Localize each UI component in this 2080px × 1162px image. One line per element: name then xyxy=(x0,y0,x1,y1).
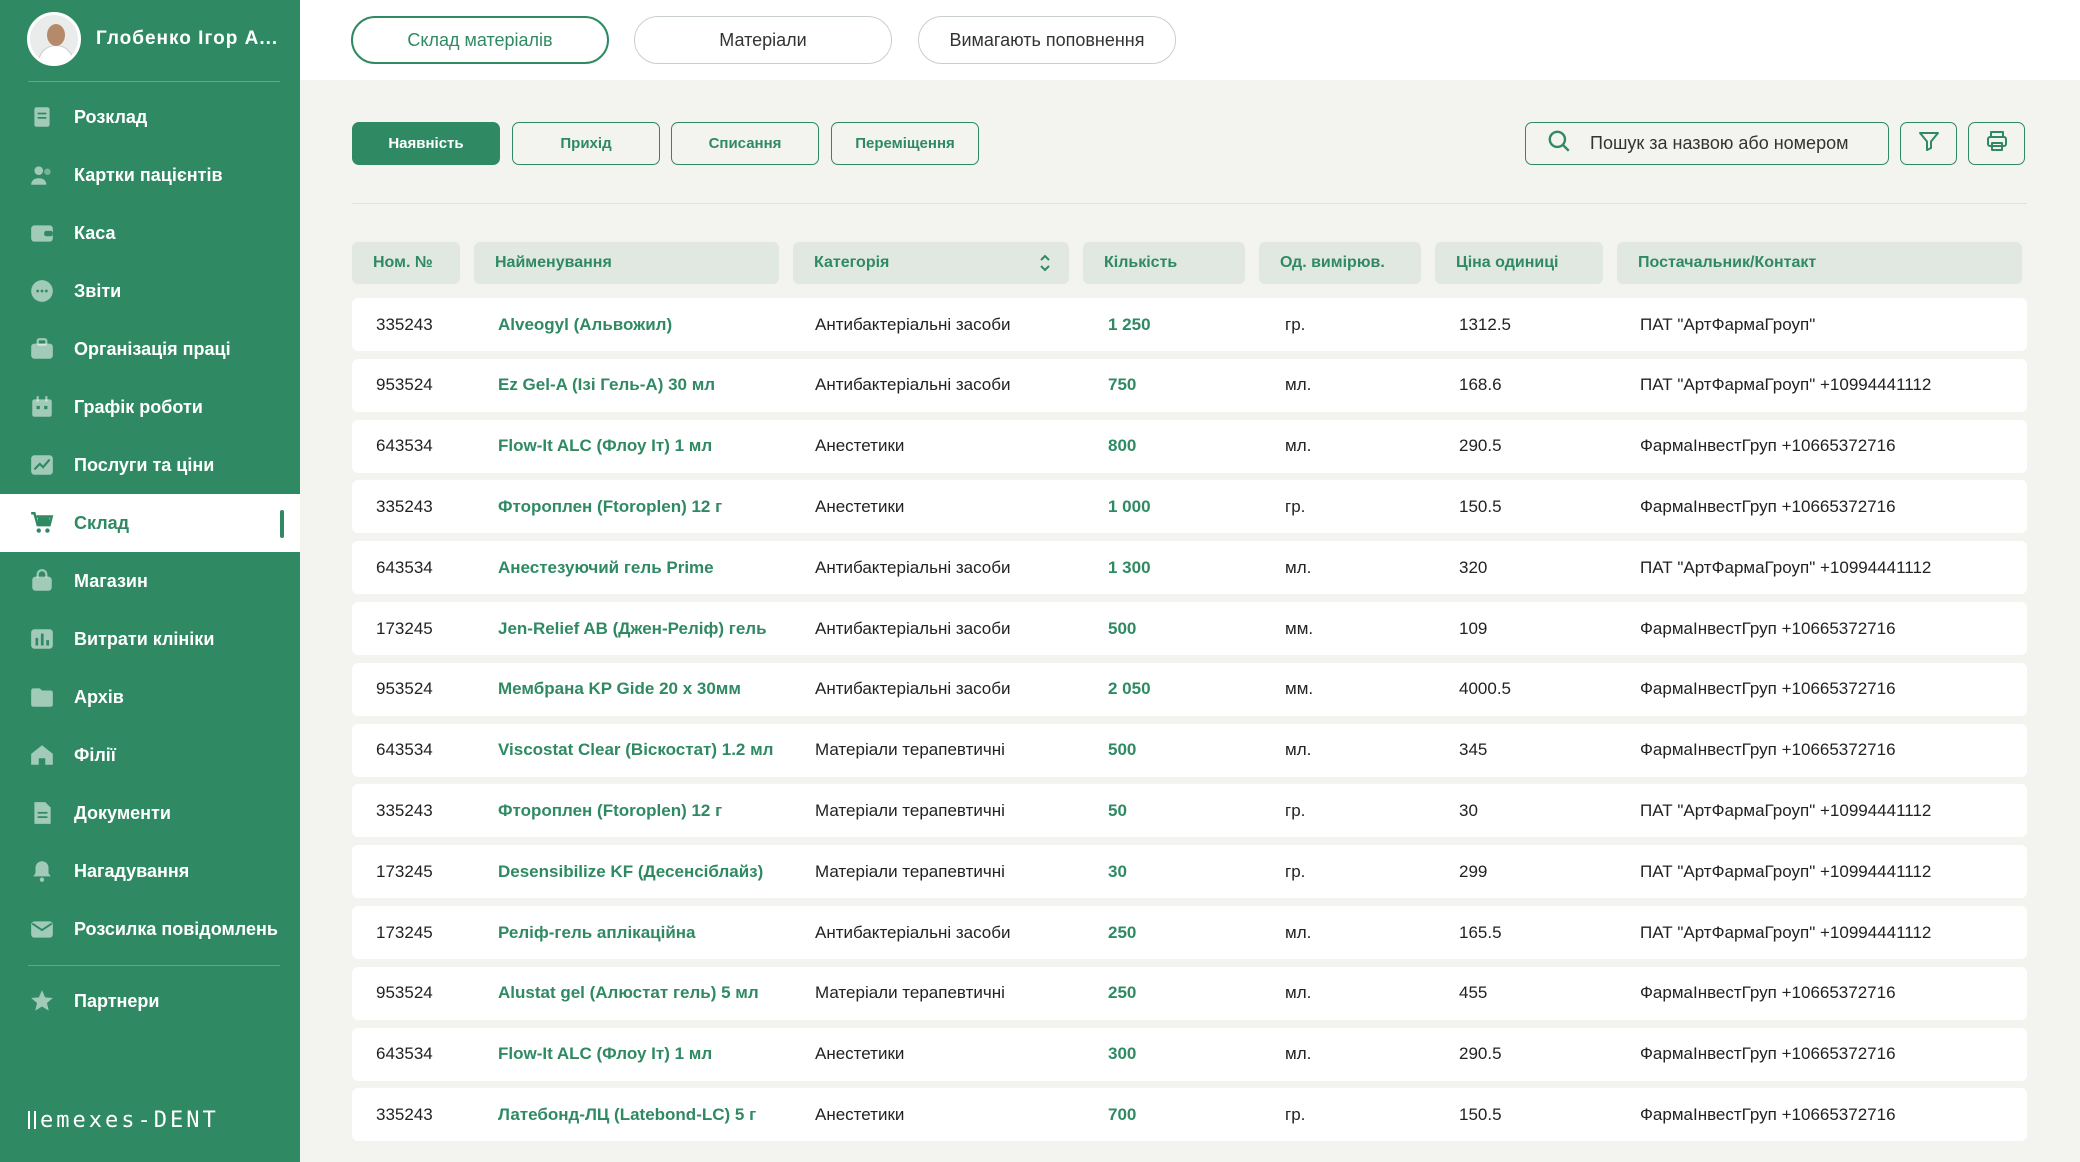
cell-quantity: 800 xyxy=(1108,436,1137,456)
filter-icon xyxy=(1917,129,1941,158)
cell-supplier: ФармаІнвестГруп +10665372716 xyxy=(1640,1104,1896,1124)
column-header-unit[interactable]: Од. вимірюв. xyxy=(1259,242,1421,284)
sidebar-item-folder[interactable] xyxy=(0,668,300,726)
cell-price: 150.5 xyxy=(1459,496,1502,516)
sidebar-item-label: Звіти xyxy=(74,280,122,301)
sidebar-item-label: Каса xyxy=(74,222,116,243)
sidebar-item-label: Склад xyxy=(74,512,130,533)
subtab-incoming[interactable]: Прихід xyxy=(512,122,660,165)
sidebar xyxy=(0,0,300,1162)
table-row[interactable] xyxy=(352,420,2027,473)
star-icon xyxy=(28,987,56,1015)
cell-supplier: ФармаІнвестГруп +10665372716 xyxy=(1640,1044,1896,1064)
sidebar-item-clipboard[interactable] xyxy=(0,88,300,146)
sidebar-item-chart-line[interactable] xyxy=(0,436,300,494)
cell-name[interactable]: Viscostat Clear (Віскостат) 1.2 мл xyxy=(498,740,774,760)
cell-unit: мл. xyxy=(1285,436,1312,456)
cell-number: 335243 xyxy=(376,314,433,334)
briefcase-icon xyxy=(28,335,56,363)
table-row[interactable] xyxy=(352,967,2027,1020)
cell-price: 299 xyxy=(1459,861,1488,881)
cell-number: 643534 xyxy=(376,436,433,456)
cell-unit: мл. xyxy=(1285,922,1312,942)
cell-price: 290.5 xyxy=(1459,436,1502,456)
cell-price: 165.5 xyxy=(1459,922,1502,942)
sort-icon[interactable] xyxy=(1039,251,1051,275)
cell-unit: мл. xyxy=(1285,740,1312,760)
cell-quantity: 30 xyxy=(1108,861,1127,881)
cell-category: Анестетики xyxy=(815,496,905,516)
sidebar-divider xyxy=(28,965,280,966)
folder-icon xyxy=(28,683,56,711)
bell-icon xyxy=(28,857,56,885)
column-header-quantity[interactable]: Кількість xyxy=(1083,242,1245,284)
sidebar-item-wallet[interactable] xyxy=(0,204,300,262)
cell-supplier: ФармаІнвестГруп +10665372716 xyxy=(1640,740,1896,760)
cell-category: Антибактеріальні засоби xyxy=(815,557,1011,577)
cell-quantity: 750 xyxy=(1108,375,1137,395)
sidebar-item-label: Картки пацієнтів xyxy=(74,164,223,185)
cell-price: 30 xyxy=(1459,800,1478,820)
cell-category: Антибактеріальні засоби xyxy=(815,922,1011,942)
sidebar-item-partners[interactable] xyxy=(0,972,300,1030)
column-header-name[interactable]: Найменування xyxy=(474,242,779,284)
sidebar-item-label: Розклад xyxy=(74,106,148,127)
sidebar-item-label: Розсилка повідомлень xyxy=(74,918,278,939)
app-logo xyxy=(28,1108,219,1133)
cell-unit: гр. xyxy=(1285,1104,1306,1124)
cell-supplier: ФармаІнвестГруп +10665372716 xyxy=(1640,983,1896,1003)
sidebar-item-label: Графік роботи xyxy=(74,396,203,417)
table-row[interactable] xyxy=(352,784,2027,837)
sidebar-item-label: Філії xyxy=(74,744,116,765)
column-header-label: Категорія xyxy=(814,254,890,271)
table-row[interactable] xyxy=(352,845,2027,898)
cell-unit: гр. xyxy=(1285,314,1306,334)
sidebar-item-bar-chart[interactable] xyxy=(0,610,300,668)
cell-quantity: 1 000 xyxy=(1108,496,1151,516)
cell-supplier: ПАТ "АртФармаГроуп" +10994441112 xyxy=(1640,557,1932,577)
cell-number: 643534 xyxy=(376,1044,433,1064)
cell-price: 345 xyxy=(1459,740,1488,760)
chat-icon xyxy=(28,277,56,305)
profile-name: Глобенко Ігор А... xyxy=(96,28,279,49)
table-row[interactable] xyxy=(352,359,2027,412)
sidebar-item-briefcase[interactable] xyxy=(0,320,300,378)
search-box[interactable] xyxy=(1525,122,1889,165)
table-row[interactable] xyxy=(352,1088,2027,1141)
cell-quantity: 250 xyxy=(1108,983,1137,1003)
cell-name[interactable]: Латебонд-ЛЦ (Latebond-LC) 5 г xyxy=(498,1104,757,1124)
table-row[interactable] xyxy=(352,724,2027,777)
cell-category: Антибактеріальні засоби xyxy=(815,375,1011,395)
cell-category: Анестетики xyxy=(815,1104,905,1124)
cell-quantity: 250 xyxy=(1108,922,1137,942)
column-header-unit-price[interactable]: Ціна одиниці xyxy=(1435,242,1603,284)
table-row[interactable] xyxy=(352,602,2027,655)
cell-number: 643534 xyxy=(376,557,433,577)
cell-name[interactable]: Фтороплен (Ftoroplen) 12 г xyxy=(498,496,723,516)
cell-supplier: ПАТ "АртФармаГроуп" xyxy=(1640,314,1816,334)
cell-name[interactable]: Фтороплен (Ftoroplen) 12 г xyxy=(498,800,723,820)
tab-warehouse-materials[interactable]: Склад матеріалів xyxy=(351,16,609,64)
cell-quantity: 2 050 xyxy=(1108,679,1151,699)
sidebar-item-bag[interactable] xyxy=(0,552,300,610)
sidebar-item-label: Магазин xyxy=(74,570,148,591)
subtab-availability[interactable]: Наявність xyxy=(352,122,500,165)
cell-name[interactable]: Flow-It ALC (Флоу Іт) 1 мл xyxy=(498,1044,713,1064)
cell-name[interactable]: Desensibilize KF (Десенсіблайз) xyxy=(498,861,764,881)
printer-icon xyxy=(1985,129,2009,158)
sidebar-item-label: Нагадування xyxy=(74,860,190,881)
cell-unit: мл. xyxy=(1285,1044,1312,1064)
cell-quantity: 500 xyxy=(1108,740,1137,760)
cart-icon xyxy=(28,509,56,537)
cell-category: Матеріали терапевтичні xyxy=(815,740,1005,760)
cell-category: Антибактеріальні засоби xyxy=(815,314,1011,334)
cell-unit: мл. xyxy=(1285,557,1312,577)
sidebar-item-cart[interactable] xyxy=(0,494,300,552)
table-row[interactable] xyxy=(352,1028,2027,1081)
clipboard-icon xyxy=(28,103,56,131)
cell-name[interactable]: Jen-Relief AB (Джен-Реліф) гель xyxy=(498,618,767,638)
table-row[interactable] xyxy=(352,906,2027,959)
cell-number: 953524 xyxy=(376,983,433,1003)
cell-quantity: 500 xyxy=(1108,618,1137,638)
cell-number: 173245 xyxy=(376,922,433,942)
cell-unit: мл. xyxy=(1285,375,1312,395)
cell-category: Матеріали терапевтичні xyxy=(815,861,1005,881)
bag-icon xyxy=(28,567,56,595)
cell-unit: мл. xyxy=(1285,983,1312,1003)
cell-price: 290.5 xyxy=(1459,1044,1502,1064)
tab-need-restock[interactable]: Вимагають поповнення xyxy=(918,16,1176,64)
cell-price: 1312.5 xyxy=(1459,314,1511,334)
cell-name[interactable]: Alustat gel (Алюстат гель) 5 мл xyxy=(498,983,759,1003)
cell-number: 335243 xyxy=(376,496,433,516)
search-input[interactable] xyxy=(1590,133,1880,154)
cell-category: Матеріали терапевтичні xyxy=(815,800,1005,820)
search-icon xyxy=(1546,128,1572,159)
table-row[interactable] xyxy=(352,298,2027,351)
sidebar-item-bell[interactable] xyxy=(0,842,300,900)
sidebar-item-document[interactable] xyxy=(0,784,300,842)
avatar[interactable] xyxy=(27,12,81,66)
cell-number: 173245 xyxy=(376,618,433,638)
chart-line-icon xyxy=(28,451,56,479)
cell-name[interactable]: Реліф-гель аплікаційна xyxy=(498,922,696,942)
calendar-icon xyxy=(28,393,56,421)
cell-supplier: ФармаІнвестГруп +10665372716 xyxy=(1640,436,1896,456)
cell-price: 455 xyxy=(1459,983,1488,1003)
table-row[interactable] xyxy=(352,663,2027,716)
cell-name[interactable]: Мембрана KP Gide 20 x 30мм xyxy=(498,679,741,699)
cell-number: 953524 xyxy=(376,375,433,395)
cell-name[interactable]: Ez Gel-A (Ізі Гель-А) 30 мл xyxy=(498,375,716,395)
sidebar-divider xyxy=(28,81,280,82)
cell-quantity: 700 xyxy=(1108,1104,1137,1124)
cell-quantity: 1 300 xyxy=(1108,557,1151,577)
mail-icon xyxy=(28,915,56,943)
profile[interactable] xyxy=(27,12,278,66)
cell-category: Анестетики xyxy=(815,1044,905,1064)
cell-supplier: ПАТ "АртФармаГроуп" +10994441112 xyxy=(1640,861,1932,881)
filter-button[interactable] xyxy=(1900,122,1957,165)
print-button[interactable] xyxy=(1968,122,2025,165)
sidebar-item-label: Витрати клініки xyxy=(74,628,215,649)
bar-chart-icon xyxy=(28,625,56,653)
cell-number: 335243 xyxy=(376,1104,433,1124)
sidebar-item-chat[interactable] xyxy=(0,262,300,320)
cell-category: Антибактеріальні засоби xyxy=(815,679,1011,699)
cell-supplier: ФармаІнвестГруп +10665372716 xyxy=(1640,618,1896,638)
cell-unit: гр. xyxy=(1285,800,1306,820)
sidebar-nav xyxy=(0,88,300,958)
sidebar-item-label: Послуги та ціни xyxy=(74,454,215,475)
sidebar-item-label: Документи xyxy=(74,802,171,823)
cell-price: 4000.5 xyxy=(1459,679,1511,699)
cell-supplier: ФармаІнвестГруп +10665372716 xyxy=(1640,496,1896,516)
cell-number: 643534 xyxy=(376,740,433,760)
sidebar-item-label: Організація праці xyxy=(74,338,231,359)
cell-unit: гр. xyxy=(1285,496,1306,516)
cell-number: 335243 xyxy=(376,800,433,820)
cell-price: 150.5 xyxy=(1459,1104,1502,1124)
cell-price: 168.6 xyxy=(1459,375,1502,395)
cell-price: 109 xyxy=(1459,618,1488,638)
cell-quantity: 1 250 xyxy=(1108,314,1151,334)
cell-name[interactable]: Flow-It ALC (Флоу Іт) 1 мл xyxy=(498,436,713,456)
cell-quantity: 300 xyxy=(1108,1044,1137,1064)
cell-unit: гр. xyxy=(1285,861,1306,881)
cell-quantity: 50 xyxy=(1108,800,1127,820)
sidebar-item-users[interactable] xyxy=(0,146,300,204)
sidebar-item-calendar[interactable] xyxy=(0,378,300,436)
column-header-category[interactable] xyxy=(793,242,1069,284)
document-icon xyxy=(28,799,56,827)
cell-supplier: ФармаІнвестГруп +10665372716 xyxy=(1640,679,1896,699)
tab-materials[interactable]: Матеріали xyxy=(634,16,892,64)
cell-category: Матеріали терапевтичні xyxy=(815,983,1005,1003)
cell-unit: мм. xyxy=(1285,679,1314,699)
table-row[interactable] xyxy=(352,480,2027,533)
cell-supplier: ПАТ "АртФармаГроуп" +10994441112 xyxy=(1640,922,1932,942)
wallet-icon xyxy=(28,219,56,247)
sidebar-item-home[interactable] xyxy=(0,726,300,784)
cell-supplier: ПАТ "АртФармаГроуп" +10994441112 xyxy=(1640,800,1932,820)
section-divider xyxy=(352,203,2027,204)
logo-text: emexes-DENT xyxy=(40,1108,219,1133)
column-header-number[interactable]: Ном. № xyxy=(352,242,460,284)
cell-unit: мм. xyxy=(1285,618,1314,638)
cell-number: 953524 xyxy=(376,679,433,699)
sidebar-item-mail[interactable] xyxy=(0,900,300,958)
sidebar-item-label: Архів xyxy=(74,686,124,707)
subtab-transfer[interactable]: Переміщення xyxy=(831,122,979,165)
sidebar-item-label: Партнери xyxy=(74,990,160,1011)
cell-price: 320 xyxy=(1459,557,1488,577)
table-row[interactable] xyxy=(352,541,2027,594)
top-bar xyxy=(300,0,2080,80)
subtab-write-off[interactable]: Списання xyxy=(671,122,819,165)
cell-name[interactable]: Анестезуючий гель Prime xyxy=(498,557,714,577)
users-icon xyxy=(28,161,56,189)
home-icon xyxy=(28,741,56,769)
cell-name[interactable]: Alveogyl (Альвожил) xyxy=(498,314,673,334)
cell-category: Антибактеріальні засоби xyxy=(815,618,1011,638)
cell-category: Анестетики xyxy=(815,436,905,456)
cell-supplier: ПАТ "АртФармаГроуп" +10994441112 xyxy=(1640,375,1932,395)
column-header-supplier[interactable]: Постачальник/Контакт xyxy=(1617,242,2022,284)
cell-number: 173245 xyxy=(376,861,433,881)
